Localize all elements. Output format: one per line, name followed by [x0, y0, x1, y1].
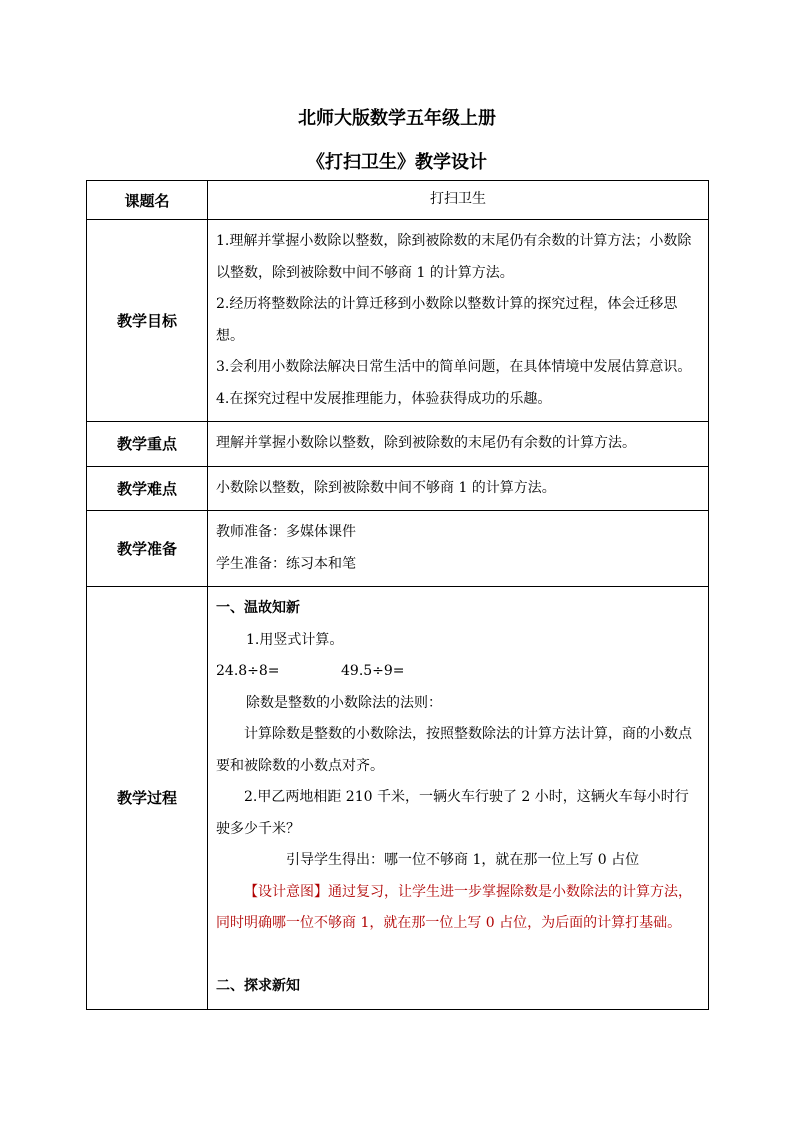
preparation-cell	[208, 511, 709, 587]
difficulty-value: 小数除以整数，除到被除数中间不够商 1 的计算方法。	[208, 466, 709, 511]
goal-item: 4.在探究过程中发展推理能力，体验获得成功的乐趣。	[216, 390, 552, 407]
calc-b: 49.5÷9=	[341, 663, 405, 679]
document-title: 北师大版数学五年级上册	[298, 108, 496, 129]
student-preparation: 学生准备：练习本和笔	[216, 555, 356, 572]
question-2: 2.甲乙两地相距 210 千米，一辆火车行驶了 2 小时，这辆火车每小时行驶多少千米？	[216, 789, 689, 837]
key-point-value: 理解并掌握小数除以整数，除到被除数的末尾仍有余数的计算方法。	[208, 422, 709, 467]
table-row	[87, 587, 709, 1010]
goal-item: 2.经历将整数除法的计算迁移到小数除以整数计算的探究过程，体会迁移思想。	[216, 296, 678, 344]
goal-item: 1.理解并掌握小数除以整数，除到被除数的末尾仍有余数的计算方法；小数除以整数，除到被除数中间不够商 1 的计算方法。	[216, 233, 692, 281]
lesson-plan-table	[86, 180, 709, 1010]
calc-a: 24.8÷8=	[216, 663, 280, 679]
calc-line	[216, 656, 700, 688]
rule-text: 计算除数是整数的小数除法，按照整数除法的计算方法计算，商的小数点要和被除数的小数点对齐。	[216, 726, 692, 774]
intent-tag: 【设计意图】	[244, 883, 328, 900]
topic-label: 课题名	[87, 181, 208, 220]
process-label: 教学过程	[87, 587, 208, 1010]
table-row	[87, 422, 709, 467]
key-point-label: 教学重点	[87, 422, 208, 467]
design-intent	[216, 877, 700, 940]
goals-label: 教学目标	[87, 220, 208, 422]
section-heading: 一、温故知新	[216, 600, 300, 616]
intent-text: 通过复习，让学生进一步掌握除数是小数除法的计算方法，同时明确哪一位不够商 1，就在那一位上写 0 占位，为后面的计算打基础。	[216, 883, 692, 931]
table-row	[87, 220, 709, 422]
section-heading: 二、探求新知	[216, 978, 300, 994]
topic-value: 打扫卫生	[208, 181, 709, 220]
rule-title: 除数是整数的小数除法的法则：	[246, 694, 442, 711]
table-row	[87, 466, 709, 511]
goals-cell	[208, 220, 709, 422]
document-subtitle: 《打扫卫生》教学设计	[307, 152, 487, 173]
question-1: 1.用竖式计算。	[246, 631, 344, 648]
preparation-label: 教学准备	[87, 511, 208, 587]
table-row	[87, 511, 709, 587]
spacer	[216, 940, 700, 972]
guide-text: 引导学生得出：哪一位不够商 1，就在那一位上写 0 占位	[286, 852, 640, 868]
difficulty-label: 教学难点	[87, 466, 208, 511]
teacher-preparation: 教师准备：多媒体课件	[216, 524, 356, 540]
table-row	[87, 181, 709, 220]
goal-item: 3.会利用小数除法解决日常生活中的简单问题，在具体情境中发展估算意识。	[216, 359, 692, 375]
process-cell	[208, 587, 709, 1010]
